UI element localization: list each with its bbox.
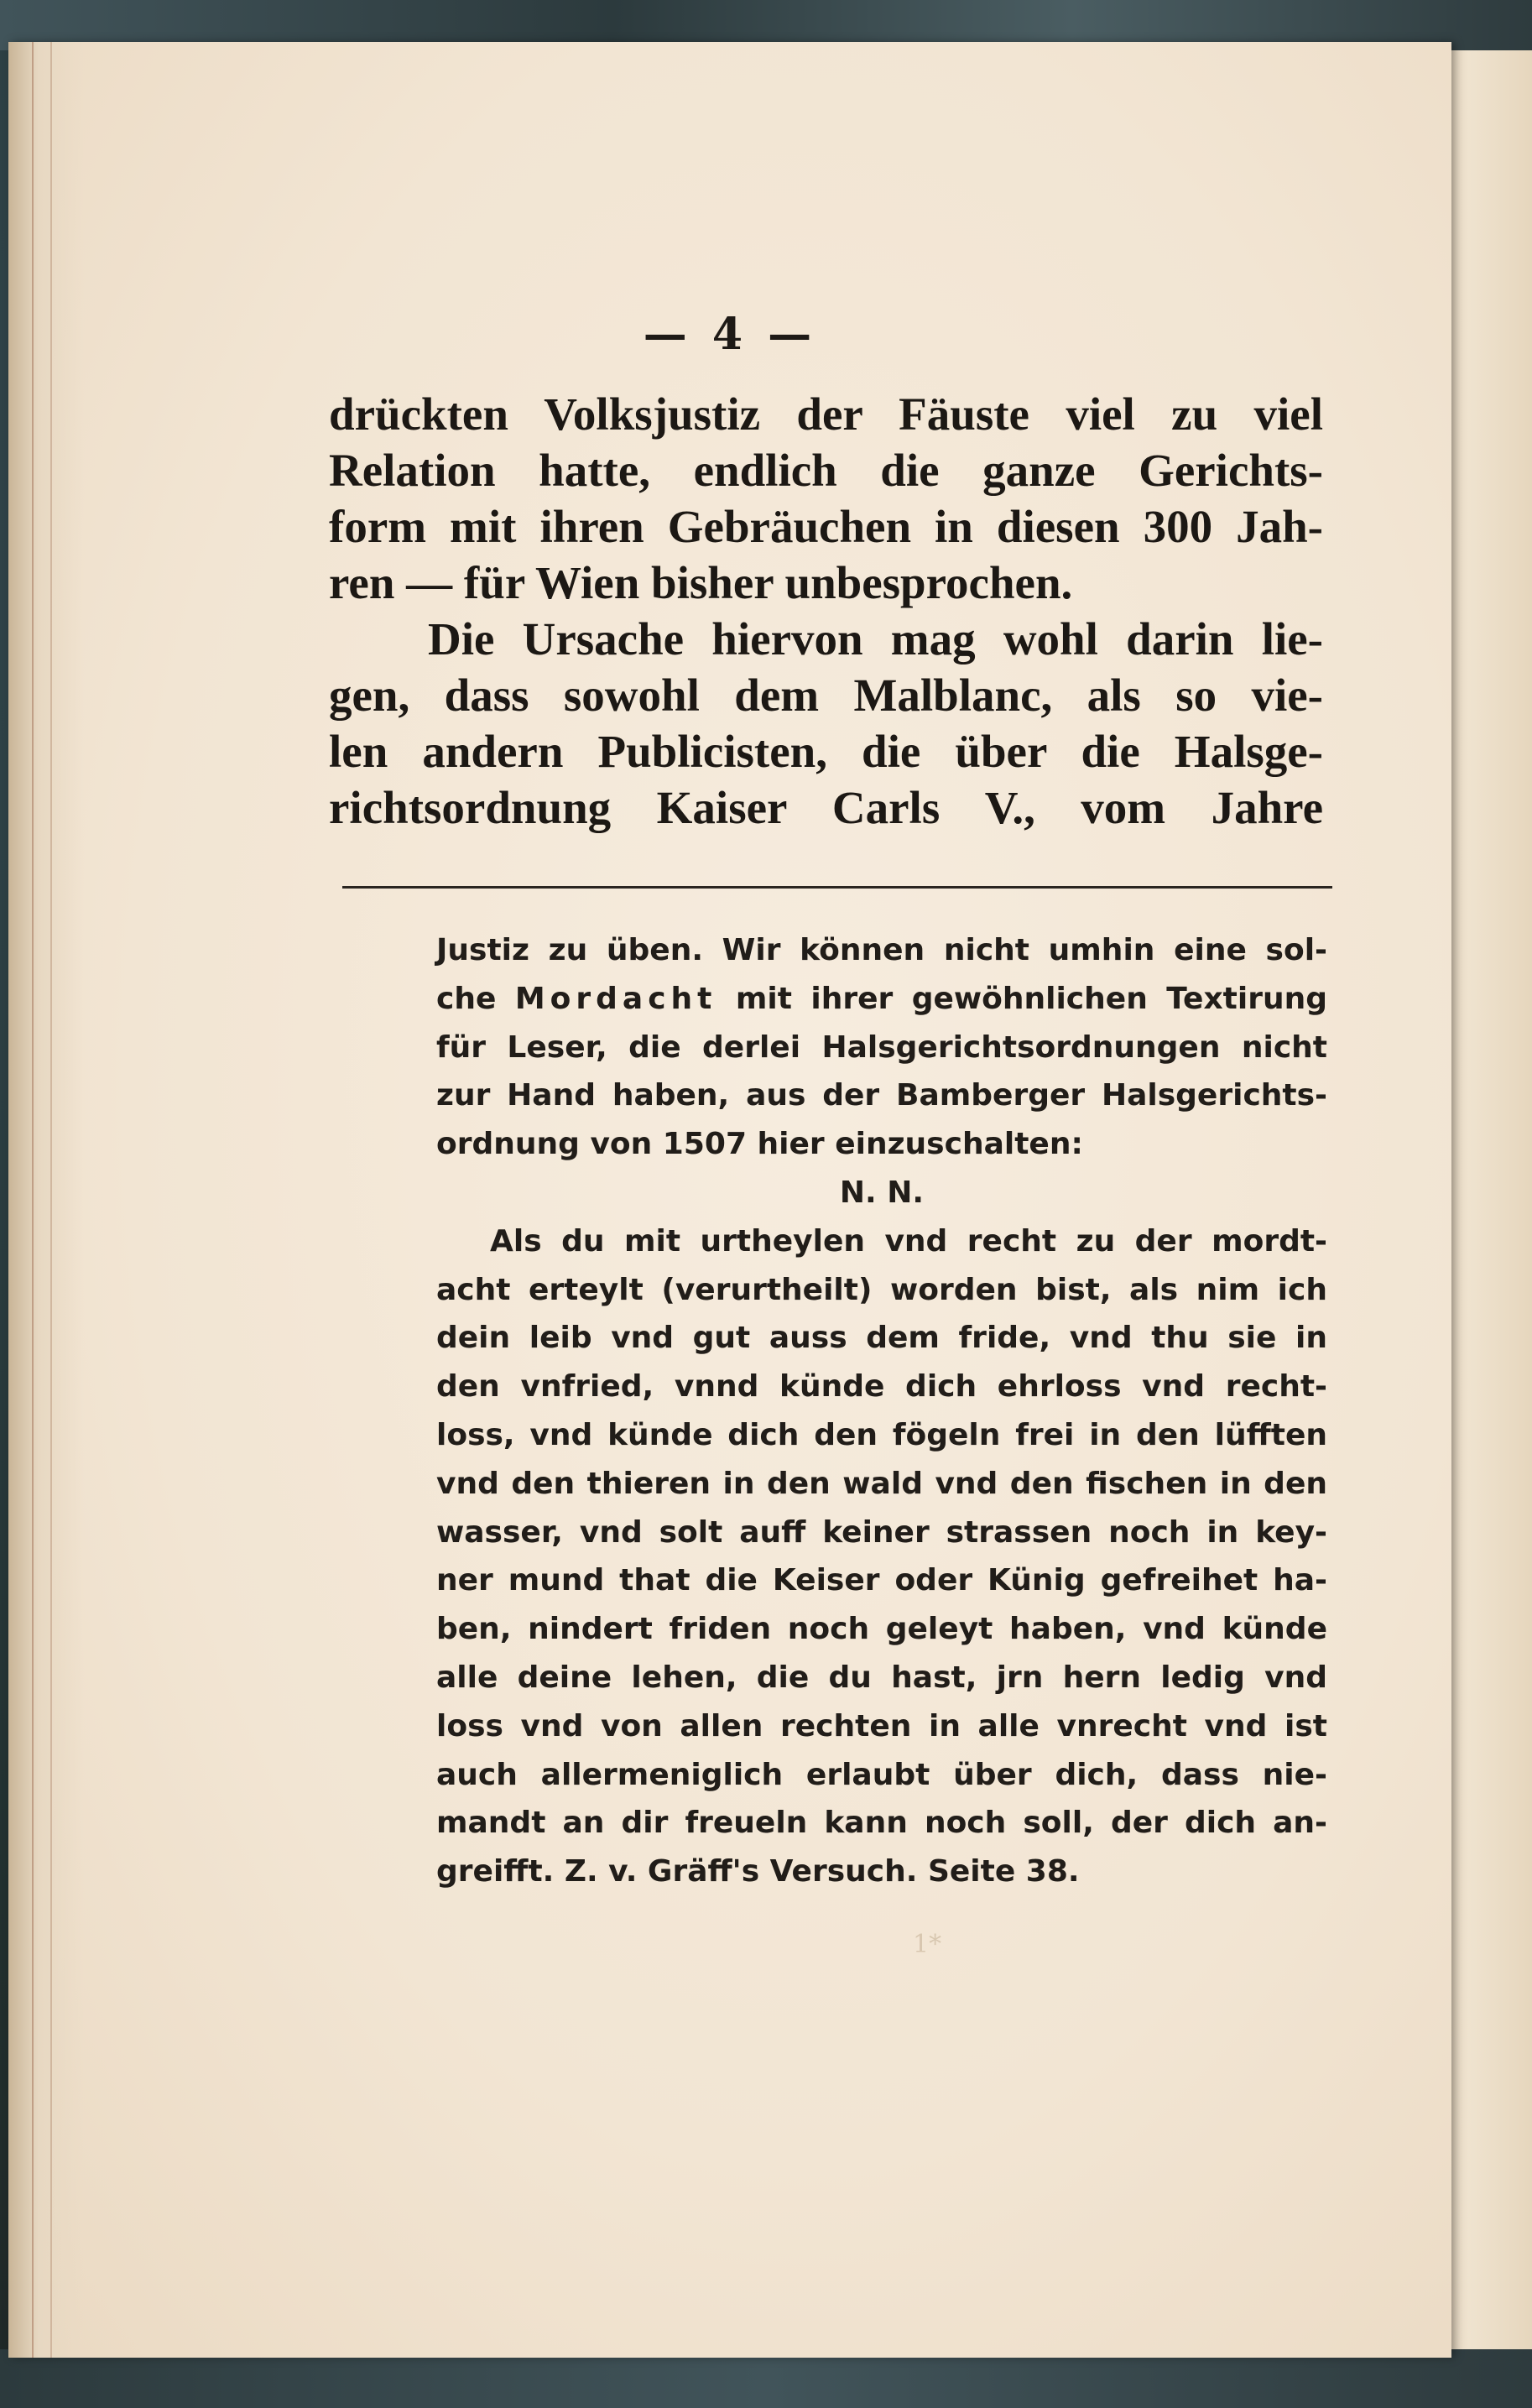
footnote-separator [342,886,1332,889]
text-line: Die Ursache hiervon mag wohl darin lie- [428,613,1323,665]
footnote-word: mit ihrer gewöhnlichen Textirung [735,981,1327,1016]
text-line: ren — für Wien bisher unbesprochen. [329,557,1073,608]
footnote-line: für Leser, die derlei Halsgerichtsordnungen nicht [436,1029,1327,1065]
quote-line: acht erteylt (verurtheilt) worden bist, als nim ich [436,1272,1327,1307]
text-line: Relation hatte, endlich die ganze Gerichts- [329,445,1323,496]
page-number: — 4 — [643,309,817,360]
footnote-word: che [436,981,497,1016]
book-page [8,42,1451,2358]
gutter-line [32,42,34,2358]
footnote-line: zur Hand haben, aus der Bamberger Halsgerichts- [436,1078,1327,1113]
main-text [329,386,1323,836]
quote-line: loss vnd von allen rechten in alle vnrecht vnd ist [436,1708,1327,1743]
footnote-line: Justiz zu üben. Wir können nicht umhin eine sol- [436,933,1327,967]
quote-line: Als du mit urtheylen vnd recht zu der mordt- [490,1223,1327,1259]
page-gutter [8,42,84,2358]
footnote-line: ordnung von 1507 hier einzuschalten: [436,1127,1083,1162]
quote-line: ner mund that die Keiser oder Künig gefreihet ha- [436,1563,1327,1598]
quote-line: alle deine lehen, die du hast, jrn hern ledig vnd [436,1660,1327,1695]
signature-mark: 1* [913,1930,942,1959]
spaced-word: Mordacht [514,981,717,1016]
gutter-line [50,42,52,2358]
quote-line: greifft. Z. v. Gräff's Versuch. Seite 38. [436,1854,1080,1889]
text-line: gen, dass sowohl dem Malblanc, als so vie- [329,670,1323,721]
quote-line: ben, nindert friden noch geleyt haben, vnd künde [436,1612,1327,1647]
quote-line: wasser, vnd solt auff keiner strassen noch in key- [436,1514,1327,1550]
text-line: form mit ihren Gebräuchen in diesen 300 Jah- [329,501,1323,552]
text-line: drückten Volksjustiz der Fäuste viel zu viel [329,388,1323,440]
quote-line: den vnfried, vnnd künde dich ehrloss vnd recht- [436,1369,1327,1405]
quote-heading: N. N. [839,1175,925,1210]
quote-line: dein leib vnd gut auss dem fride, vnd thu sie in [436,1321,1327,1356]
footnote [436,926,1327,1896]
quote-line: vnd den thieren in den wald vnd den fischen in den [436,1466,1327,1501]
footnote-line [436,975,1327,1024]
quote-line: auch allermeniglich erlaubt über dich, dass nie- [436,1757,1327,1792]
text-line: len andern Publicisten, die über die Halsge- [329,726,1323,777]
book-cover-bottom-edge [0,2349,1532,2408]
text-line: richtsordnung Kaiser Carls V., vom Jahre [329,782,1323,833]
quote-line: loss, vnd künde dich den fögeln frei in den lüfften [436,1417,1327,1452]
quote-line: mandt an dir freueln kann noch soll, der dich an- [436,1806,1327,1841]
